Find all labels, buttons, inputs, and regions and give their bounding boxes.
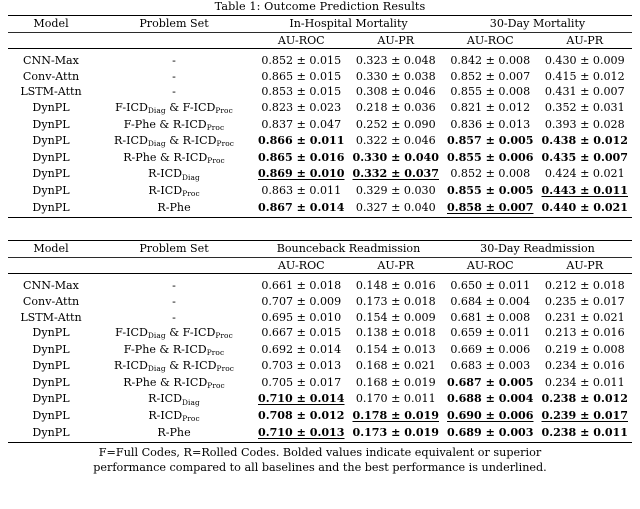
cell-metric-3: 0.393 ± 0.028 — [544, 117, 625, 131]
table-row — [8, 84, 632, 100]
cell-problem-set: $R-ICD_{Proc}$ — [148, 409, 200, 424]
cell-problem-set: - — [172, 85, 176, 99]
table-row — [8, 133, 632, 150]
table-row — [8, 100, 632, 117]
cell-metric-0: 0.705 ± 0.017 — [261, 375, 342, 389]
cell-metric-3: 0.430 ± 0.009 — [544, 54, 625, 68]
cell-metric-2: 0.690 ± 0.006 — [447, 409, 534, 423]
cell-metric-1: 0.178 ± 0.019 — [352, 409, 439, 423]
cell-problem-set: $R-ICD_{Diag}$ — [148, 392, 200, 407]
table-row — [8, 325, 632, 342]
cell-problem-set: R-Phe & $R-ICD_{Proc}$ — [123, 375, 225, 391]
header-metric-1: AU-PR — [377, 258, 415, 272]
cell-metric-3: 0.352 ± 0.031 — [544, 100, 625, 114]
cell-metric-1: 0.308 ± 0.046 — [355, 85, 436, 99]
cell-metric-1: 0.330 ± 0.040 — [352, 150, 439, 164]
cell-metric-2: 0.688 ± 0.004 — [447, 392, 534, 406]
cell-metric-0: 0.867 ± 0.014 — [258, 200, 345, 214]
table-row — [8, 408, 632, 425]
header-metric-1: AU-PR — [377, 33, 415, 47]
cell-model: DynPL — [32, 409, 70, 423]
table-caption: Table 1: Outcome Prediction Results — [214, 0, 426, 13]
cell-model: DynPL — [32, 326, 70, 340]
cell-model: DynPL — [32, 183, 70, 197]
cell-metric-0: 0.853 ± 0.015 — [261, 85, 342, 99]
table-row — [8, 375, 632, 392]
cell-metric-0: 0.866 ± 0.011 — [258, 134, 345, 148]
cell-metric-2: 0.687 ± 0.005 — [447, 375, 534, 389]
cell-metric-0: 0.869 ± 0.010 — [258, 167, 345, 181]
header-blank-model — [8, 257, 94, 273]
table2-body — [8, 240, 632, 443]
cell-metric-2: 0.855 ± 0.008 — [450, 85, 531, 99]
table-row — [8, 278, 632, 294]
header-metric-2: AU-ROC — [466, 258, 514, 272]
table-row — [8, 425, 632, 441]
cell-metric-0: 0.708 ± 0.012 — [258, 409, 345, 423]
table-row — [8, 200, 632, 216]
cell-model: DynPL — [32, 167, 70, 181]
header-blank-model — [8, 32, 94, 48]
cell-model: DynPL — [32, 200, 70, 214]
cell-metric-0: 0.707 ± 0.009 — [261, 294, 342, 308]
cell-problem-set: $F-ICD_{Diag}$ & $F-ICD_{Proc}$ — [115, 326, 233, 341]
cell-problem-set: F-Phe & $R-ICD_{Proc}$ — [123, 342, 225, 357]
cell-metric-0: 0.710 ± 0.014 — [258, 392, 345, 406]
cell-metric-3: 0.212 ± 0.018 — [544, 279, 625, 293]
table-row — [8, 358, 632, 375]
cell-metric-0: 0.852 ± 0.015 — [261, 54, 342, 68]
cell-metric-1: 0.170 ± 0.011 — [355, 392, 436, 406]
cell-model: DynPL — [32, 150, 70, 164]
cell-metric-3: 0.234 ± 0.016 — [544, 359, 625, 373]
cell-metric-2: 0.684 ± 0.004 — [450, 294, 531, 308]
cell-metric-0: 0.823 ± 0.023 — [261, 100, 342, 114]
cell-metric-3: 0.235 ± 0.017 — [544, 294, 625, 308]
header-blank-problem — [94, 257, 254, 273]
cell-metric-2: 0.689 ± 0.003 — [447, 425, 534, 439]
header-model: Model — [33, 17, 69, 30]
cell-metric-0: 0.695 ± 0.010 — [261, 310, 342, 324]
cell-metric-0: 0.837 ± 0.047 — [261, 117, 342, 131]
cell-metric-2: 0.857 ± 0.005 — [447, 134, 534, 148]
cell-metric-3: 0.440 ± 0.021 — [541, 200, 628, 214]
footnote-line-2: performance compared to all baselines and the best performance is underlined. — [93, 460, 547, 474]
cell-model: DynPL — [32, 117, 70, 131]
cell-problem-set: - — [172, 294, 176, 308]
cell-metric-1: 0.168 ± 0.021 — [355, 359, 436, 373]
cell-metric-0: 0.863 ± 0.011 — [261, 183, 342, 197]
cell-metric-2: 0.836 ± 0.013 — [450, 117, 531, 131]
table-row — [8, 183, 632, 200]
footnote-line-1: F=Full Codes, R=Rolled Codes. Bolded values indicate equivalent or superior — [98, 446, 542, 460]
cell-problem-set: R-Phe — [157, 425, 191, 439]
table-row — [8, 310, 632, 326]
cell-metric-2: 0.852 ± 0.007 — [450, 69, 531, 83]
cell-metric-0: 0.865 ± 0.015 — [261, 69, 342, 83]
header-group-0: In-Hospital Mortality — [289, 17, 408, 30]
cell-problem-set: R-Phe & $R-ICD_{Proc}$ — [123, 150, 225, 165]
cell-model: Conv-Attn — [22, 69, 80, 83]
cell-metric-1: 0.327 ± 0.040 — [355, 200, 436, 214]
header-model: Model — [33, 242, 69, 256]
cell-model: DynPL — [32, 134, 70, 148]
cell-problem-set: R-Phe — [157, 200, 191, 214]
cell-metric-1: 0.332 ± 0.037 — [352, 167, 439, 181]
cell-metric-1: 0.148 ± 0.016 — [355, 279, 436, 293]
cell-metric-3: 0.219 ± 0.008 — [544, 342, 625, 356]
cell-metric-2: 0.842 ± 0.008 — [450, 54, 531, 68]
header-group-1: 30-Day Mortality — [489, 17, 586, 30]
cell-metric-1: 0.323 ± 0.048 — [355, 54, 436, 68]
table-footnote — [0, 446, 640, 475]
cell-metric-2: 0.650 ± 0.011 — [450, 279, 531, 293]
cell-metric-2: 0.659 ± 0.011 — [450, 326, 531, 340]
header-metric-0: AU-ROC — [277, 258, 325, 272]
cell-problem-set: $R-ICD_{Proc}$ — [148, 183, 200, 199]
cell-metric-1: 0.330 ± 0.038 — [355, 69, 436, 83]
cell-model: LSTM-Attn — [20, 85, 82, 99]
header-group-0: Bounceback Readmission — [276, 242, 421, 256]
cell-metric-1: 0.252 ± 0.090 — [355, 117, 436, 131]
cell-metric-3: 0.415 ± 0.012 — [544, 69, 625, 83]
cell-metric-1: 0.173 ± 0.018 — [355, 294, 436, 308]
cell-metric-2: 0.858 ± 0.007 — [447, 200, 534, 214]
cell-problem-set: - — [172, 279, 176, 293]
cell-metric-1: 0.218 ± 0.036 — [355, 100, 436, 114]
cell-problem-set: - — [172, 69, 176, 83]
outcome-mortality-table — [8, 15, 632, 218]
cell-metric-3: 0.231 ± 0.021 — [544, 310, 625, 324]
header-problem-set: Problem Set — [139, 242, 209, 256]
cell-model: CNN-Max — [23, 54, 79, 68]
cell-model: DynPL — [32, 375, 70, 389]
cell-metric-0: 0.865 ± 0.016 — [258, 150, 345, 164]
table1-body — [8, 15, 632, 218]
cell-metric-1: 0.322 ± 0.046 — [355, 134, 436, 148]
header-metric-2: AU-ROC — [466, 33, 514, 47]
cell-metric-3: 0.238 ± 0.012 — [541, 392, 628, 406]
table1-group-header-row — [8, 16, 632, 32]
table-row — [8, 166, 632, 183]
table2-metric-header-row — [8, 257, 632, 273]
cell-model: Conv-Attn — [22, 294, 80, 308]
header-metric-0: AU-ROC — [277, 33, 325, 47]
cell-metric-3: 0.435 ± 0.007 — [541, 150, 628, 164]
cell-problem-set: $R-ICD_{Diag}$ & $R-ICD_{Proc}$ — [114, 359, 234, 374]
cell-metric-2: 0.669 ± 0.006 — [450, 342, 531, 356]
cell-metric-3: 0.443 ± 0.011 — [541, 183, 628, 197]
cell-metric-3: 0.438 ± 0.012 — [541, 134, 628, 148]
cell-metric-1: 0.329 ± 0.030 — [355, 183, 436, 197]
cell-metric-2: 0.855 ± 0.006 — [447, 150, 534, 164]
cell-metric-2: 0.821 ± 0.012 — [450, 100, 531, 114]
cell-metric-3: 0.431 ± 0.007 — [544, 85, 625, 99]
cell-problem-set: - — [172, 54, 176, 68]
cell-metric-1: 0.138 ± 0.018 — [355, 326, 436, 340]
table-row — [8, 294, 632, 310]
header-metric-3: AU-PR — [566, 258, 604, 272]
header-metric-3: AU-PR — [566, 33, 604, 47]
cell-metric-1: 0.154 ± 0.009 — [355, 310, 436, 324]
cell-metric-2: 0.683 ± 0.003 — [450, 359, 531, 373]
table-row — [8, 69, 632, 85]
cell-metric-2: 0.855 ± 0.005 — [447, 183, 534, 197]
cell-metric-0: 0.661 ± 0.018 — [261, 279, 342, 293]
cell-problem-set: $F-ICD_{Diag}$ & $F-ICD_{Proc}$ — [115, 100, 233, 116]
header-group-1: 30-Day Readmission — [480, 242, 595, 256]
bottomrule — [8, 442, 632, 443]
table-row — [8, 117, 632, 134]
cell-metric-0: 0.692 ± 0.014 — [261, 342, 342, 356]
cell-metric-0: 0.667 ± 0.015 — [261, 326, 342, 340]
cell-metric-2: 0.681 ± 0.008 — [450, 310, 531, 324]
outcome-readmission-table — [8, 240, 632, 443]
cell-model: LSTM-Attn — [20, 310, 82, 324]
cell-problem-set: F-Phe & $R-ICD_{Proc}$ — [123, 117, 225, 132]
table-separator — [0, 218, 640, 240]
table1-metric-header-row — [8, 32, 632, 48]
table-row — [8, 391, 632, 408]
cell-metric-2: 0.852 ± 0.008 — [450, 167, 531, 181]
table-row — [8, 342, 632, 359]
cell-problem-set: - — [172, 310, 176, 324]
cell-model: DynPL — [32, 100, 70, 114]
header-problem-set: Problem Set — [139, 17, 209, 30]
cell-problem-set: $R-ICD_{Diag}$ — [148, 167, 200, 182]
cell-metric-3: 0.238 ± 0.011 — [541, 425, 628, 439]
cell-model: DynPL — [32, 425, 70, 439]
cell-metric-0: 0.703 ± 0.013 — [261, 359, 342, 373]
cell-metric-3: 0.213 ± 0.016 — [544, 326, 625, 340]
cell-metric-1: 0.154 ± 0.013 — [355, 342, 436, 356]
header-blank-problem — [94, 32, 254, 48]
cell-metric-0: 0.710 ± 0.013 — [258, 425, 345, 439]
table2-group-header-row — [8, 241, 632, 257]
cell-model: CNN-Max — [23, 279, 79, 293]
table-row — [8, 53, 632, 69]
cell-metric-3: 0.239 ± 0.017 — [541, 409, 628, 423]
cell-model: DynPL — [32, 342, 70, 356]
cell-metric-3: 0.234 ± 0.011 — [544, 375, 625, 389]
cell-metric-1: 0.168 ± 0.019 — [355, 375, 436, 389]
cell-model: DynPL — [32, 392, 70, 406]
table-row — [8, 150, 632, 167]
cell-metric-1: 0.173 ± 0.019 — [352, 425, 439, 439]
cell-problem-set: $R-ICD_{Diag}$ & $R-ICD_{Proc}$ — [114, 134, 234, 149]
cell-model: DynPL — [32, 359, 70, 373]
cell-metric-3: 0.424 ± 0.021 — [544, 167, 625, 181]
